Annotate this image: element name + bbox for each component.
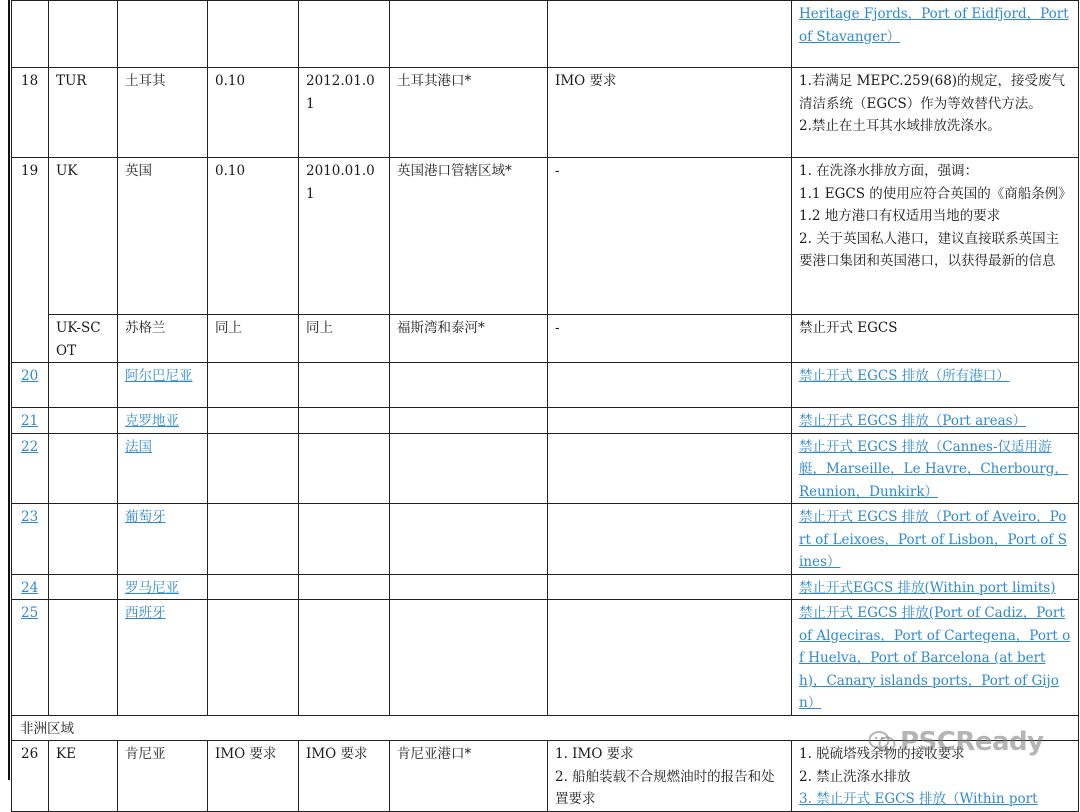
table-row [12, 363, 1079, 408]
requirement: - [548, 158, 792, 315]
watermark-text: PSCReady [900, 727, 1044, 757]
sulfur-limit: 同上 [208, 315, 299, 363]
sulfur-limit: 0.10 [208, 158, 299, 315]
table-row [12, 408, 1079, 434]
country-link[interactable]: 西班牙 [125, 605, 166, 621]
port-area: 土耳其港口* [390, 68, 548, 158]
effective-date: IMO 要求 [299, 741, 390, 812]
port-area: 福斯湾和泰河* [390, 315, 548, 363]
table-row [12, 504, 1079, 575]
row-number-link[interactable]: 24 [21, 579, 39, 596]
remark-link[interactable]: 禁止开式 EGCS 排放（Port of Aveiro，Port of Leixoes，Port of Lisbon，Port of Sines） [799, 509, 1067, 570]
remarks [792, 741, 1079, 812]
country-link[interactable]: 阿尔巴尼亚 [125, 368, 193, 384]
row-number-link[interactable]: 23 [21, 509, 39, 525]
requirement-line: 1. IMO 要求 [555, 746, 634, 762]
country-name: 英国 [118, 158, 208, 315]
table-row [12, 158, 1079, 315]
region-header-row [12, 715, 1079, 741]
remark-link[interactable]: 3. 禁止开式 EGCS 排放（Within port [799, 791, 1038, 807]
country-name: 肯尼亚 [118, 741, 208, 812]
country-link[interactable]: 法国 [125, 438, 152, 455]
country-link[interactable]: 克罗地亚 [125, 413, 179, 429]
country-code: TUR [49, 68, 118, 158]
remark-line: 1.2 地方港口有权适用当地的要求 [799, 208, 1001, 224]
left-margin-rule [8, 0, 10, 780]
table-row [12, 574, 1079, 600]
row-number-link[interactable]: 21 [21, 413, 39, 429]
remarks [792, 158, 1079, 315]
sulfur-limit: IMO 要求 [208, 741, 299, 812]
row-number-link[interactable]: 22 [21, 438, 39, 455]
table-row [12, 315, 1079, 363]
remark-line: 1. 在洗涤水排放方面，强调： [799, 163, 979, 179]
country-code: UK-SCOT [49, 315, 118, 363]
table-row [12, 741, 1079, 812]
table-row [12, 1, 1079, 68]
remark-link[interactable]: Heritage Fjords，Port of Eidfjord，Port of Stavanger） [799, 6, 1069, 45]
remarks [792, 68, 1079, 158]
sulfur-limit: 0.10 [208, 68, 299, 158]
country-code: UK [49, 158, 118, 315]
requirement: IMO 要求 [548, 68, 792, 158]
remark-line: 2. 禁止洗涤水排放 [799, 768, 911, 785]
row-number: 19 [12, 158, 49, 363]
effective-date: 2010.01.01 [299, 158, 390, 315]
remark-line: 1.若满足 MEPC.259(68)的规定，接受废气清洁系统（EGCS）作为等效替代方法。 [799, 73, 1066, 112]
remark-link[interactable]: 禁止开式EGCS 排放(Within port limits) [799, 579, 1056, 596]
country-code: KE [49, 741, 118, 812]
country-link[interactable]: 葡萄牙 [125, 509, 166, 525]
remark-line: 2.禁止在土耳其水域排放洗涤水。 [799, 118, 1001, 134]
requirement [548, 741, 792, 812]
remarks: 禁止开式 EGCS [792, 315, 1079, 363]
remark-link[interactable]: 禁止开式 EGCS 排放（Cannes-仅适用游艇，Marseille，Le Havre，Cherbourg，Reunion，Dunkirk） [799, 438, 1068, 500]
requirement-line: 2. 船舶装载不合规燃油时的报告和处置要求 [555, 768, 775, 807]
row-number-link[interactable]: 20 [21, 368, 39, 384]
remark-line: 1. 脱硫塔残余物的接收要求 [799, 746, 965, 762]
requirement: - [548, 315, 792, 363]
country-name: 土耳其 [118, 68, 208, 158]
remark-link[interactable]: 禁止开式 EGCS 排放(Port of Cadiz，Port of Algeciras，Port of Cartegena，Port of Huelva，Port of Barcelona (at berth)，Canary islands ports，Port of Gijon） [799, 605, 1071, 711]
table-row [12, 600, 1079, 716]
country-link[interactable]: 罗马尼亚 [125, 579, 179, 596]
remark-line: 2. 关于英国私人港口，建议直接联系英国主要港口集团和英国港口，以获得最新的信息 [799, 230, 1060, 269]
remark-link[interactable]: 禁止开式 EGCS 排放（Port areas） [799, 413, 1027, 429]
remark-link[interactable]: 禁止开式 EGCS 排放（所有港口） [799, 368, 1010, 384]
table-row [12, 433, 1079, 504]
port-area: 肯尼亚港口* [390, 741, 548, 812]
effective-date: 同上 [299, 315, 390, 363]
row-number: 18 [12, 68, 49, 158]
table-row [12, 68, 1079, 158]
port-area: 英国港口管辖区域* [390, 158, 548, 315]
row-number-link[interactable]: 25 [21, 605, 39, 621]
scrubber-regulation-table [11, 0, 1079, 812]
row-number: 26 [12, 741, 49, 812]
remark-line: 1.1 EGCS 的使用应符合英国的《商船条例》 [799, 185, 1072, 202]
country-name: 苏格兰 [118, 315, 208, 363]
effective-date: 2012.01.01 [299, 68, 390, 158]
region-label: 非洲区域 [12, 715, 1079, 741]
